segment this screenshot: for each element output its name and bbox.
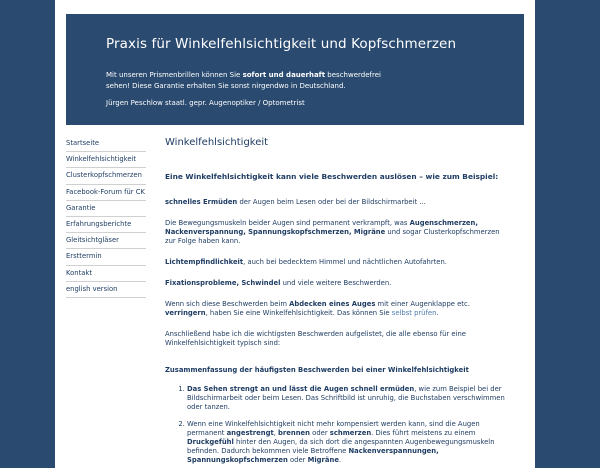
list-item-text: . [338, 456, 342, 464]
light-text: , auch bei bedecktem Himmel und nächtlichen Autofahrten. [243, 258, 447, 266]
fixation-emphasis: Fixationsprobleme, Schwindel [165, 279, 281, 287]
paragraph-intro-list: Anschließend habe ich die wichtigsten Beschwerden aufgelistet, die alle ebenso für eine Winkelfehlsichtigkeit typisch sind: [165, 330, 466, 347]
list-item-text: hinter den Augen, da sich dort die angespannten Augenbewegungsmuskeln befinden. Dadurch bekommen viele Betroffene [187, 438, 495, 455]
list-item-emphasis: Migräne [307, 456, 339, 464]
tagline-emphasis: sofort und dauerhaft [242, 71, 326, 79]
list-item [187, 385, 510, 412]
muscles-text: Die Bewegungsmuskeln beider Augen sind permanent verkrampft, was [165, 219, 410, 227]
fixation-text: und viele weitere Beschwerden. [280, 279, 392, 287]
site-title: Praxis für Winkelfehlsichtigkeit und Kopfschmerzen [106, 36, 457, 52]
list-item-text: . Dies führt meistens zu einem [371, 429, 476, 437]
sidebar-item-facebook-forum[interactable]: Facebook-Forum für CK [66, 185, 146, 201]
list-item-text: oder [287, 456, 308, 464]
test-text-a: Wenn sich diese Beschwerden beim [165, 300, 290, 308]
test-emphasis-b: verringern [165, 309, 206, 317]
sidebar-item-ersttermin[interactable]: Ersttermin [66, 249, 146, 265]
tagline-text: Mit unseren Prismenbrillen können Sie [106, 71, 243, 79]
page [55, 0, 535, 468]
sidebar-item-clusterkopfschmerzen[interactable]: Clusterkopfschmerzen [66, 168, 146, 184]
test-emphasis-a: Abdecken eines Auges [289, 300, 376, 308]
list-item-emphasis: angestrengt [226, 429, 274, 437]
symptom-list [179, 385, 510, 465]
sidebar-item-erfahrungsberichte[interactable]: Erfahrungsberichte [66, 217, 146, 233]
light-emphasis: Lichtempfindlichkeit [165, 258, 244, 266]
summary-heading: Zusammenfassung der häufigsten Beschwerden bei einer Winkelfehlsichtigkeit [165, 366, 469, 374]
paragraph-test [165, 300, 510, 318]
list-item-text: , wie zum Beispiel bei der Bildschirmarbeit oder beim Lesen. Das Schriftbild ist unruhig, die Buchstaben verschwimmen oder tanzen. [187, 385, 505, 411]
author-line: Jürgen Peschlow staatl. gepr. Augenoptiker / Optometrist [106, 99, 305, 107]
list-item [187, 420, 510, 465]
sidebar-item-startseite[interactable]: Startseite [66, 136, 146, 152]
list-item-emphasis: schmerzen [329, 429, 372, 437]
lead-text: Eine Winkelfehlsichtigkeit kann viele Beschwerden auslösen – wie zum Beispiel: [165, 172, 499, 181]
tagline-text-end: beschwerdefrei sehen! Diese Garantie erhalten Sie sonst nirgendwo in Deutschland. [106, 71, 381, 90]
list-item-emphasis: Nackenverspannungen, Spannungskopfschmerzen [187, 447, 439, 464]
page-title: Winkelfehlsichtigkeit [165, 137, 269, 148]
fatigue-text: der Augen beim Lesen oder bei der Bildschirmarbeit ... [237, 198, 426, 206]
list-item-emphasis: Das Sehen strengt an und lässt die Augen schnell ermüden [187, 385, 415, 393]
list-item-text: , [273, 429, 279, 437]
sidebar-item-garantie[interactable]: Garantie [66, 201, 146, 217]
sidebar-item-kontakt[interactable]: Kontakt [66, 266, 146, 282]
sidebar-item-winkelfehlsichtigkeit[interactable]: Winkelfehlsichtigkeit [66, 152, 146, 168]
sidebar-item-english-version[interactable]: english version [66, 282, 146, 298]
sidebar-nav [66, 136, 146, 298]
paragraph-muscles [165, 219, 510, 246]
test-text-end: . [436, 309, 439, 317]
list-item-text: Wenn eine Winkelfehlsichtigkeit nicht mehr kompensiert werden kann, sind die Augen permanent [187, 420, 480, 437]
paragraph-fatigue [165, 198, 510, 207]
list-item-text: oder [310, 429, 330, 437]
fatigue-emphasis: schnelles Ermüden [165, 198, 238, 206]
muscles-emphasis: Augenschmerzen, Nackenverspannung, Spannungskopfschmerzen, Migräne [165, 219, 478, 236]
header-banner [66, 14, 524, 125]
paragraph-fixation [165, 279, 510, 288]
paragraph-light [165, 258, 510, 267]
tagline [106, 70, 406, 92]
list-item-emphasis: Druckgefühl [187, 438, 234, 446]
sidebar-item-gleitsichtglaeser[interactable]: Gleitsichtgläser [66, 233, 146, 249]
test-text-b: mit einer Augenklappe etc. [375, 300, 470, 308]
list-item-emphasis: brennen [278, 429, 311, 437]
main-content [165, 136, 510, 468]
muscles-text-end: und sogar Clusterkopfschmerzen zur Folge haben kann. [165, 228, 500, 245]
self-test-link[interactable]: selbst prüfen [391, 309, 437, 317]
test-text-c: , haben Sie eine Winkelfehlsichtigkeit. Das können Sie [205, 309, 392, 317]
